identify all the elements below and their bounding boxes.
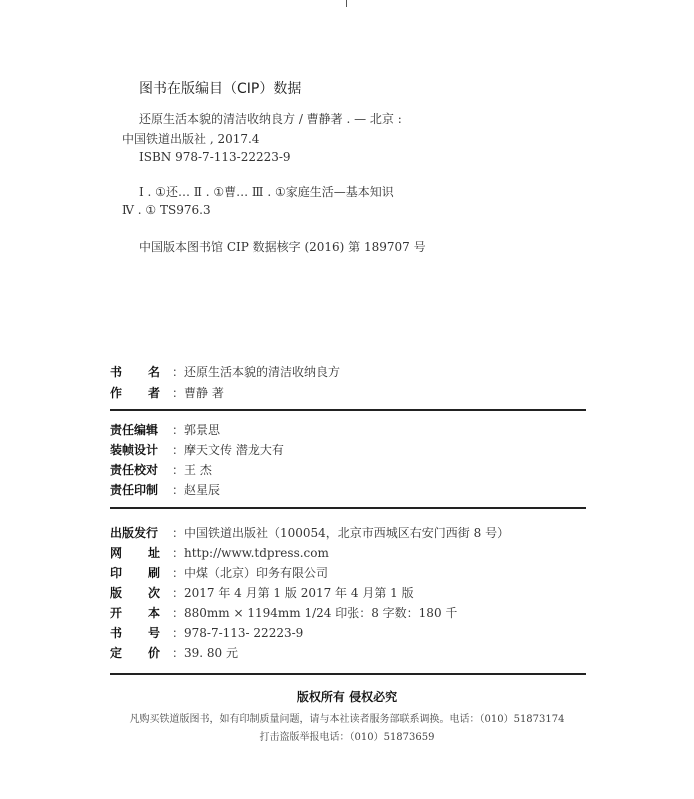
staff-value: ：郭景思 (172, 423, 221, 437)
edition-value: ：2017 年 4 月第 1 版 2017 年 4 月第 1 版 (172, 586, 414, 600)
website-label: 网 址 (110, 546, 160, 560)
staff-label: 责任编辑 (110, 423, 159, 437)
cip-line-title: 还原生活本貌的清洁收纳良方 / 曹静著 . — 北京 : (139, 112, 402, 126)
price-label: 定 价 (110, 646, 160, 660)
copyright-notice: 版权所有 侵权必究 (296, 690, 398, 704)
printer-row (110, 564, 328, 581)
book-title-row (110, 363, 340, 380)
book-title-label: 书 名 (110, 365, 160, 379)
isbn-value: ：978-7-113- 22223-9 (172, 626, 304, 640)
staff-row (110, 441, 284, 458)
divider-3 (110, 673, 586, 675)
isbn-row (110, 624, 303, 641)
staff-row (110, 421, 220, 438)
publisher-label: 出版发行 (110, 526, 159, 540)
edition-row (110, 584, 414, 601)
price-value: ：39. 80 元 (172, 646, 238, 660)
price-row (110, 644, 238, 661)
staff-label: 装帧设计 (110, 443, 159, 457)
format-label: 开 本 (110, 606, 160, 620)
format-value: ：880mm × 1194mm 1/24 印张：8 字数：180 千 (172, 606, 458, 620)
website-value: ：http://www.tdpress.com (172, 546, 329, 560)
website-row (110, 544, 329, 561)
author-row (110, 384, 224, 401)
printer-label: 印 刷 (110, 566, 160, 580)
author-label: 作 者 (110, 386, 160, 400)
author-value: ：曹静 著 (172, 386, 224, 400)
edition-label: 版 次 (110, 586, 160, 600)
cip-line-classification: Ⅳ . ① TS976.3 (122, 203, 211, 217)
staff-value: ：赵星辰 (172, 483, 221, 497)
staff-row (110, 481, 220, 498)
staff-value: ：王 杰 (172, 463, 212, 477)
divider-2 (110, 507, 586, 509)
staff-label: 责任校对 (110, 463, 159, 477)
isbn-label: 书 号 (110, 626, 160, 640)
cip-line-record-number: 中国版本图书馆 CIP 数据核字 (2016) 第 189707 号 (139, 240, 426, 254)
book-title-value: ：还原生活本貌的清洁收纳良方 (172, 365, 341, 379)
publisher-value: ：中国铁道出版社（100054，北京市西城区右安门西街 8 号） (172, 526, 510, 540)
divider-1 (110, 409, 586, 411)
staff-value: ：摩天文传 潜龙大有 (172, 443, 284, 457)
publisher-row (110, 524, 509, 541)
antipiracy-hotline: 打击盗版举报电话：（010）51873659 (259, 732, 435, 743)
cip-title: 图书在版编目（CIP）数据 (139, 81, 302, 97)
quality-notice: 凡购买铁道版图书，如有印制质量问题，请与本社读者服务部联系调换。电话：（010）51873174 (129, 714, 565, 725)
format-row (110, 604, 457, 621)
cip-line-subjects: Ⅰ . ①还… Ⅱ . ①曹… Ⅲ . ①家庭生活—基本知识 (139, 185, 394, 199)
printer-value: ：中煤（北京）印务有限公司 (172, 566, 329, 580)
staff-label: 责任印制 (110, 483, 159, 497)
cip-line-isbn: ISBN 978-7-113-22223-9 (139, 150, 291, 164)
cip-line-publisher: 中国铁道出版社 , 2017.4 (122, 132, 260, 146)
page-top-tick (346, 0, 347, 7)
staff-row (110, 461, 212, 478)
